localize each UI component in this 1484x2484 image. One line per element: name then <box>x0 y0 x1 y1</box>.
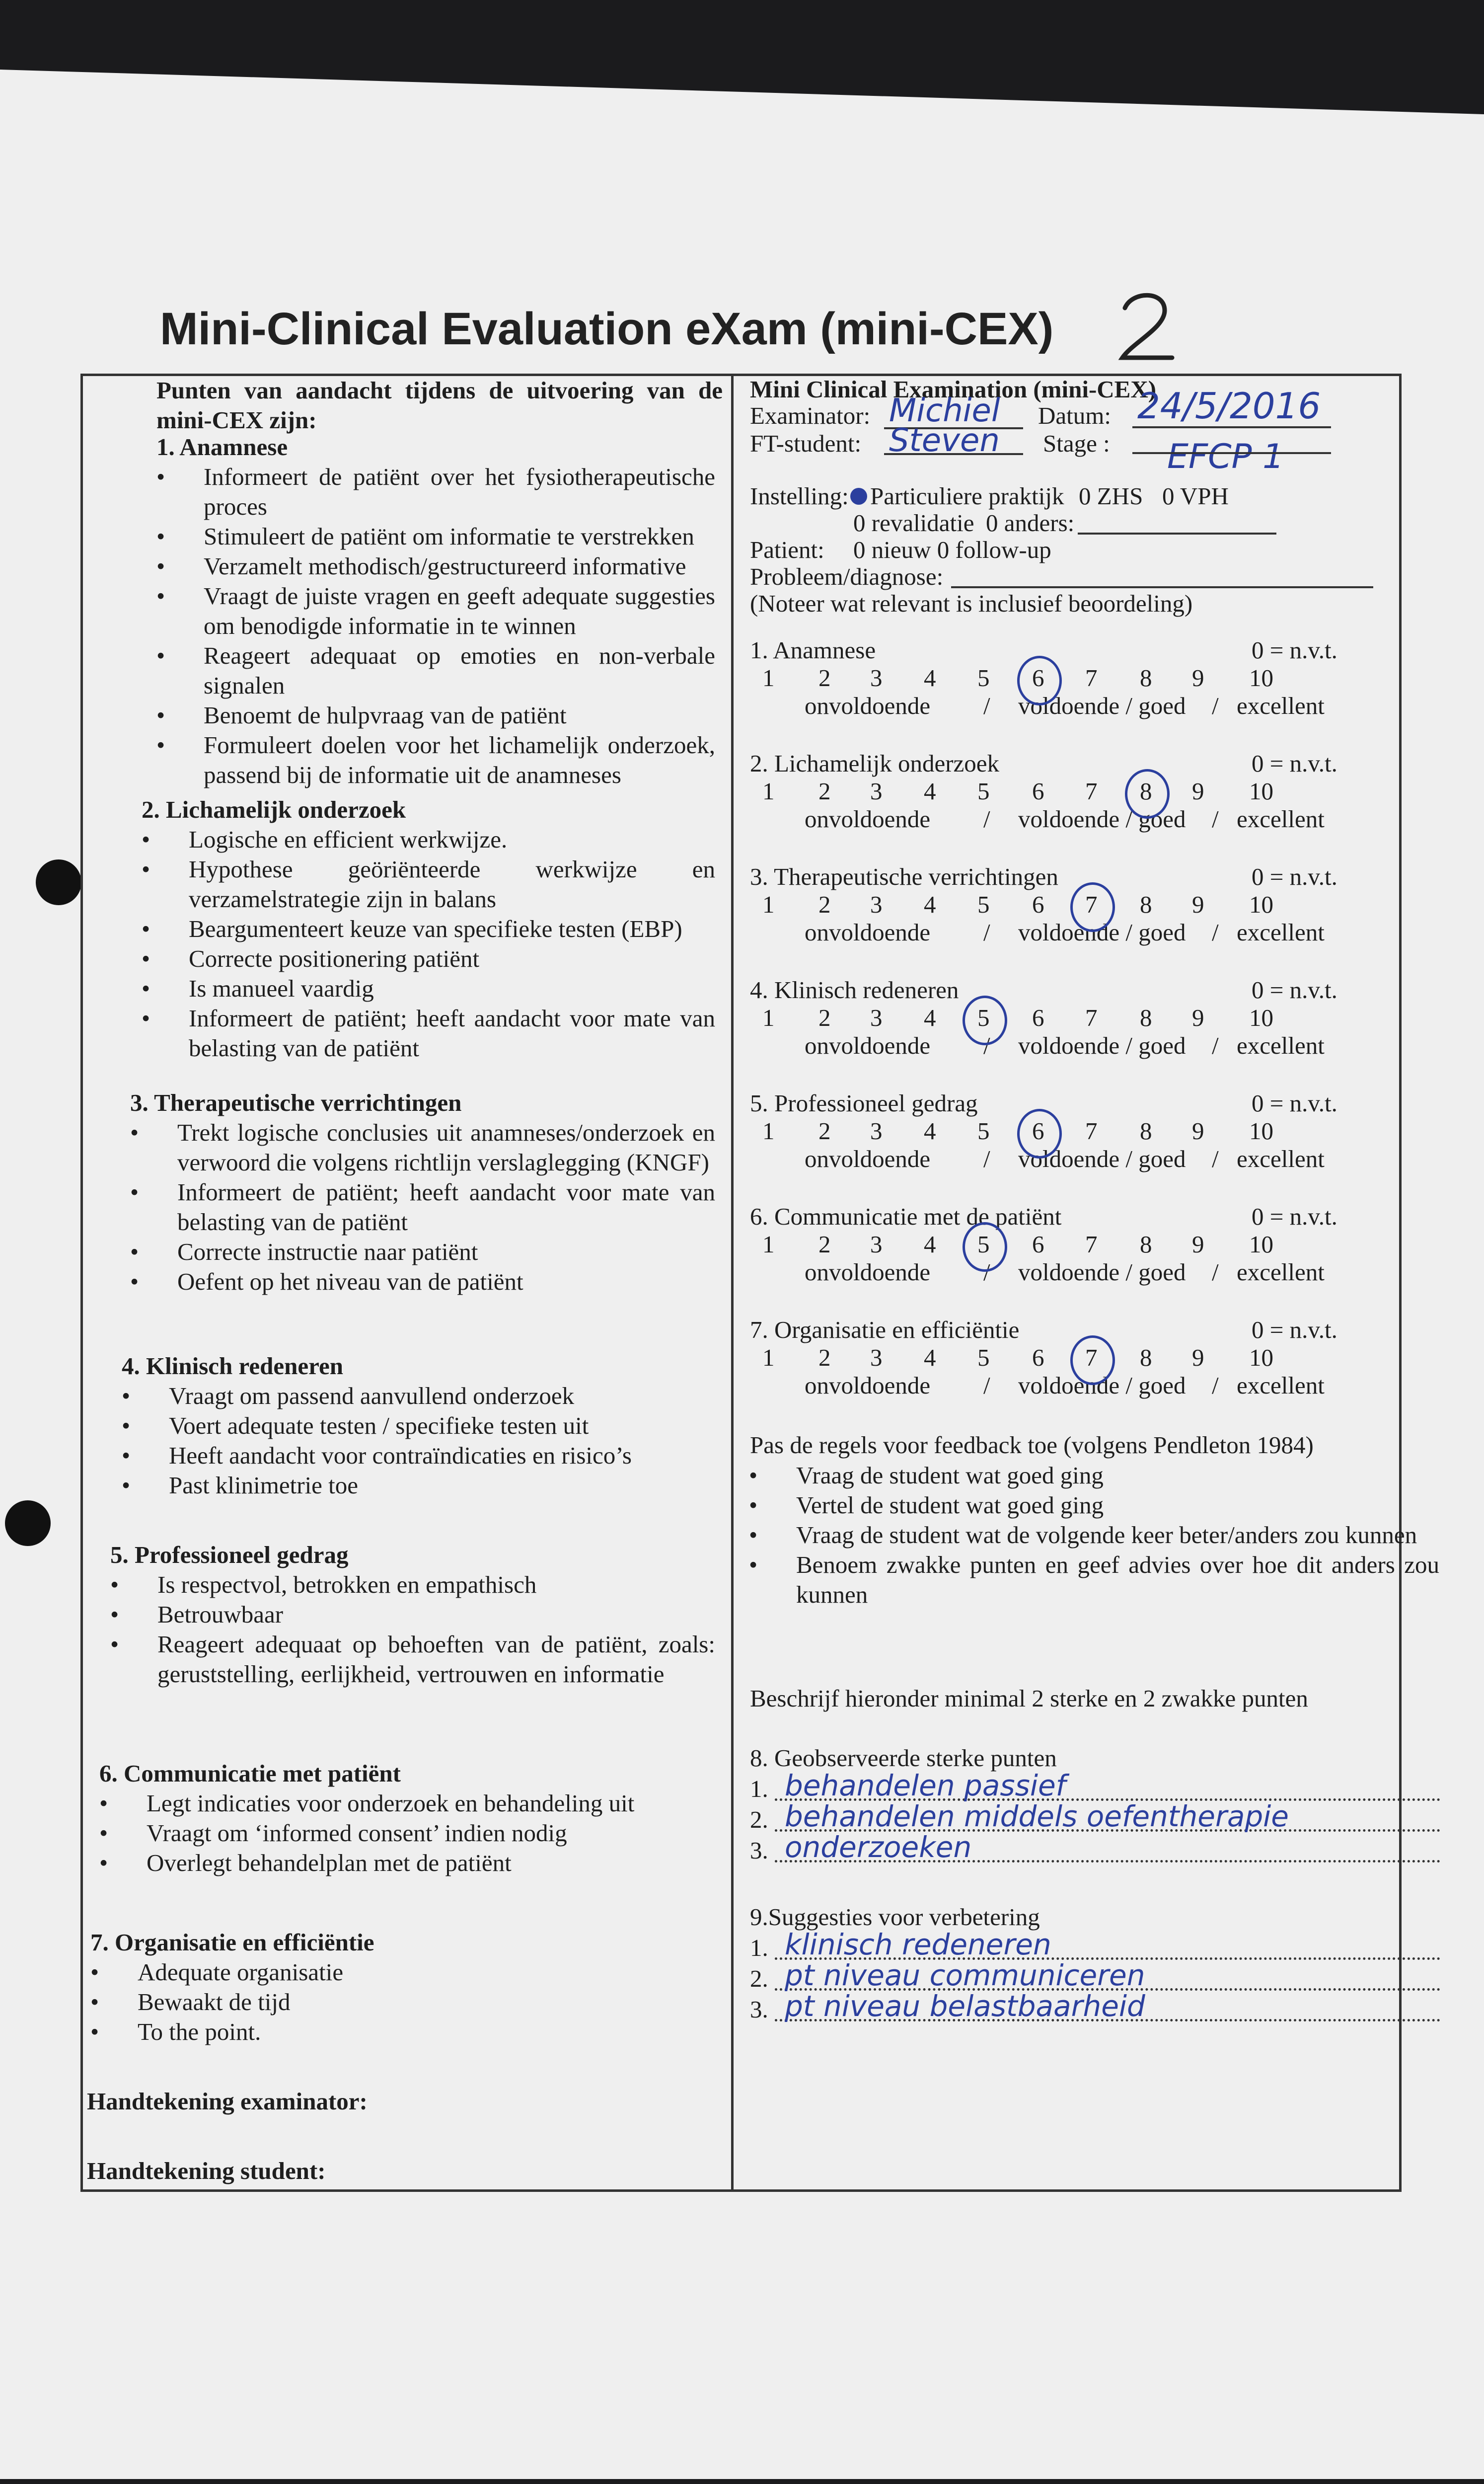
instelling-option-zhs: 0 ZHS <box>1079 482 1143 510</box>
scale-excellent: excellent <box>1237 1372 1325 1399</box>
patient-label: Patient: <box>750 536 824 563</box>
criteria-section <box>99 1759 715 1878</box>
datum-line <box>1132 426 1331 428</box>
scale-number: 6 <box>1032 1117 1044 1145</box>
scale-number: 8 <box>1140 891 1152 918</box>
suggestion-text: pt niveau belastbaarheid <box>785 1989 1145 2023</box>
scale-separator: / <box>1212 1032 1219 1059</box>
instelling-option-vph: 0 VPH <box>1162 482 1229 510</box>
feedback-item: • Vraag de student wat de volgende keer beter/anders zou kunnen <box>749 1520 1439 1550</box>
scale-voldoende-goed: voldoende / goed <box>1018 1032 1186 1059</box>
feedback-list <box>749 1461 1439 1610</box>
strong-point-text: behandelen middels oefentherapie <box>785 1799 1289 1833</box>
scale-number: 6 <box>1032 664 1044 692</box>
describe-instruction: Beschrijf hieronder minimal 2 sterke en 2 zwakke punten <box>750 1685 1308 1712</box>
scale-number: 1 <box>762 777 775 805</box>
scale-number: 2 <box>818 1231 831 1258</box>
instelling-option-revalidatie: 0 revalidatie <box>853 509 974 537</box>
scale-number: 8 <box>1140 1231 1152 1258</box>
scale-number: 1 <box>762 1231 775 1258</box>
criteria-item: • Hypothese geöriënteerde werkwijze en verzamelstrategie zijn in balans <box>142 854 715 914</box>
scale-number: 7 <box>1085 891 1098 918</box>
feedback-item: • Benoem zwakke punten en geef advies over hoe dit anders zou kunnen <box>749 1550 1439 1610</box>
rating-label: 5. Professioneel gedrag <box>750 1089 978 1117</box>
criteria-section <box>142 795 715 1063</box>
scale-separator: / <box>1212 1372 1219 1399</box>
score-circle <box>1070 1335 1115 1385</box>
score-circle <box>963 1222 1007 1272</box>
scale-number: 2 <box>818 1344 831 1371</box>
scale-number: 3 <box>870 891 883 918</box>
rating-label: 3. Therapeutische verrichtingen <box>750 863 1058 890</box>
suggestions-heading: 9.Suggesties voor verbetering <box>750 1903 1040 1931</box>
scale-number: 9 <box>1192 1344 1204 1371</box>
criteria-section <box>122 1351 715 1500</box>
instelling-option-particuliere: Particuliere praktijk <box>870 482 1064 510</box>
scale-separator: / <box>983 1032 990 1059</box>
noteer-note: (Noteer wat relevant is inclusief beoordeling) <box>750 590 1193 617</box>
handwritten-form-number <box>1117 288 1177 363</box>
student-line <box>884 453 1023 455</box>
scale-number: 9 <box>1192 1004 1204 1031</box>
feedback-item: • Vertel de student wat goed ging <box>749 1490 1439 1520</box>
scale-number: 8 <box>1140 777 1152 805</box>
scale-voldoende-goed: voldoende / goed <box>1018 692 1186 719</box>
scale-number: 3 <box>870 664 883 692</box>
scale-number: 4 <box>924 1004 936 1031</box>
scale-number: 4 <box>924 777 936 805</box>
scale-number: 4 <box>924 664 936 692</box>
scale-number: 3 <box>870 1117 883 1145</box>
scale-number: 2 <box>818 664 831 692</box>
examinator-value: Michiel <box>889 392 1000 429</box>
scale-onvoldoende: onvoldoende <box>805 919 931 946</box>
feedback-heading: Pas de regels voor feedback toe (volgens Pendleton 1984) <box>750 1431 1314 1459</box>
strong-point-text: onderzoeken <box>785 1830 972 1864</box>
rating-na-label: 0 = n.v.t. <box>1252 976 1337 1004</box>
scale-number: 10 <box>1249 1117 1273 1145</box>
criteria-item: • Voert adequate testen / specifieke testen uit <box>122 1411 715 1441</box>
criteria-item: • Betrouwbaar <box>110 1600 715 1630</box>
criteria-item: • To the point. <box>90 2017 715 2047</box>
scale-separator: / <box>983 1145 990 1172</box>
criteria-item: • Legt indicaties voor onderzoek en behandeling uit <box>99 1788 715 1818</box>
criteria-item: • Logische en efficient werkwijze. <box>142 825 715 854</box>
scale-voldoende-goed: voldoende / goed <box>1018 919 1186 946</box>
scale-number: 4 <box>924 1344 936 1371</box>
criteria-item: • Adequate organisatie <box>90 1957 715 1987</box>
scale-voldoende-goed: voldoende / goed <box>1018 1145 1186 1172</box>
scale-number: 3 <box>870 1004 883 1031</box>
criteria-item: • Reageert adequaat op emoties en non-verbale signalen <box>156 641 715 700</box>
stage-label: Stage : <box>1043 430 1110 457</box>
criteria-item: • Oefent op het niveau van de patiënt <box>130 1267 715 1297</box>
scale-number: 6 <box>1032 891 1044 918</box>
criteria-item: • Overlegt behandelplan met de patiënt <box>99 1848 715 1878</box>
scale-number: 9 <box>1192 891 1204 918</box>
criteria-item: • Is respectvol, betrokken en empathisch <box>110 1570 715 1600</box>
probleem-line <box>951 586 1373 588</box>
scale-separator: / <box>1212 1258 1219 1286</box>
column-divider <box>731 374 734 2192</box>
scale-onvoldoende: onvoldoende <box>805 1032 931 1059</box>
instelling-selected-mark <box>850 488 867 505</box>
scale-excellent: excellent <box>1237 1145 1325 1172</box>
criteria-item: • Vraagt de juiste vragen en geeft adequate suggesties om benodigde informatie in te winnen <box>156 581 715 641</box>
rating-na-label: 0 = n.v.t. <box>1252 1203 1337 1230</box>
scale-excellent: excellent <box>1237 805 1325 833</box>
scale-separator: / <box>983 919 990 946</box>
scale-number: 1 <box>762 1117 775 1145</box>
scale-number: 1 <box>762 1004 775 1031</box>
scale-number: 4 <box>924 891 936 918</box>
scale-number: 9 <box>1192 1117 1204 1145</box>
scale-number: 7 <box>1085 1344 1098 1371</box>
scale-onvoldoende: onvoldoende <box>805 805 931 833</box>
scale-number: 5 <box>977 664 990 692</box>
scale-number: 6 <box>1032 1344 1044 1371</box>
criteria-item: • Formuleert doelen voor het lichamelijk onderzoek, passend bij de informatie uit de anamneses <box>156 730 715 790</box>
scale-voldoende-goed: voldoende / goed <box>1018 1372 1186 1399</box>
student-label: FT-student: <box>750 430 862 457</box>
scale-number: 6 <box>1032 1231 1044 1258</box>
rating-label: 7. Organisatie en efficiëntie <box>750 1316 1020 1343</box>
criteria-item: • Beargumenteert keuze van specifieke testen (EBP) <box>142 914 715 944</box>
suggestion-text: pt niveau communiceren <box>785 1958 1145 1992</box>
strong-points-heading: 8. Geobserveerde sterke punten <box>750 1744 1057 1772</box>
instelling-option-anders: 0 anders: <box>986 509 1075 537</box>
scale-number: 1 <box>762 891 775 918</box>
criteria-section <box>156 432 715 790</box>
signature-examinator-label: Handtekening examinator: <box>87 2088 368 2115</box>
score-circle <box>963 996 1007 1045</box>
scale-number: 10 <box>1249 777 1273 805</box>
criteria-item: • Past klinimetrie toe <box>122 1471 715 1500</box>
datum-value: 24/5/2016 <box>1137 385 1321 427</box>
scale-onvoldoende: onvoldoende <box>805 1145 931 1172</box>
scale-number: 10 <box>1249 1231 1273 1258</box>
criteria-item: • Informeert de patiënt; heeft aandacht voor mate van belasting van de patiënt <box>142 1004 715 1063</box>
criteria-section <box>110 1540 715 1689</box>
criteria-item: • Benoemt de hulpvraag van de patiënt <box>156 700 715 730</box>
instelling-label: Instelling: <box>750 482 849 510</box>
scale-separator: / <box>983 1372 990 1399</box>
form-title: Mini-Clinical Evaluation eXam (mini-CEX) <box>160 304 1054 354</box>
criteria-item: • Is manueel vaardig <box>142 974 715 1004</box>
score-circle <box>1125 769 1170 819</box>
rating-label: 4. Klinisch redeneren <box>750 976 959 1004</box>
scale-number: 4 <box>924 1117 936 1145</box>
scale-number: 8 <box>1140 664 1152 692</box>
scale-number: 8 <box>1140 1117 1152 1145</box>
criteria-item: • Heeft aandacht voor contraïndicaties en risico’s <box>122 1441 715 1471</box>
strong-point-number: 3. <box>750 1837 768 1864</box>
scale-number: 10 <box>1249 1344 1273 1371</box>
criteria-heading: 7. Organisatie en efficiëntie <box>90 1929 374 1956</box>
criteria-section <box>130 1088 715 1297</box>
scale-number: 3 <box>870 1344 883 1371</box>
stage-value: EFCP 1 <box>1167 437 1284 476</box>
suggestion-number: 2. <box>750 1965 768 1992</box>
datum-label: Datum: <box>1038 402 1111 429</box>
right-heading: Mini Clinical Examination (mini-CEX) <box>750 376 1157 403</box>
criteria-item: • Informeert de patiënt over het fysiotherapeutische proces <box>156 462 715 522</box>
punch-hole-top <box>36 859 81 905</box>
criteria-heading: 6. Communicatie met patiënt <box>99 1760 401 1787</box>
scale-number: 6 <box>1032 777 1044 805</box>
scale-number: 8 <box>1140 1344 1152 1371</box>
scale-number: 8 <box>1140 1004 1152 1031</box>
criteria-item: • Correcte positionering patiënt <box>142 944 715 974</box>
criteria-item: • Reageert adequaat op behoeften van de patiënt, zoals: geruststelling, eerlijkheid, vertrouwen en informatie <box>110 1630 715 1689</box>
scale-separator: / <box>983 1258 990 1286</box>
scale-number: 9 <box>1192 1231 1204 1258</box>
rating-na-label: 0 = n.v.t. <box>1252 863 1337 890</box>
scale-excellent: excellent <box>1237 919 1325 946</box>
scale-number: 2 <box>818 1117 831 1145</box>
strong-point-text: behandelen passief <box>785 1769 1066 1802</box>
scale-separator: / <box>1212 805 1219 833</box>
scale-number: 1 <box>762 1344 775 1371</box>
scale-number: 9 <box>1192 777 1204 805</box>
criteria-heading: 5. Professioneel gedrag <box>110 1541 349 1568</box>
scale-number: 6 <box>1032 1004 1044 1031</box>
scale-number: 9 <box>1192 664 1204 692</box>
scale-number: 5 <box>977 1231 990 1258</box>
scale-onvoldoende: onvoldoende <box>805 1372 931 1399</box>
scale-number: 5 <box>977 1117 990 1145</box>
stage-line <box>1132 452 1331 454</box>
criteria-heading: 2. Lichamelijk onderzoek <box>142 796 406 823</box>
scale-number: 7 <box>1085 664 1098 692</box>
scale-number: 5 <box>977 1004 990 1031</box>
criteria-heading: 1. Anamnese <box>156 433 288 461</box>
patient-options: 0 nieuw 0 follow-up <box>853 536 1051 563</box>
scale-number: 10 <box>1249 1004 1273 1031</box>
criteria-item: • Informeert de patiënt; heeft aandacht voor mate van belasting van de patiënt <box>130 1177 715 1237</box>
feedback-item: • Vraag de student wat goed ging <box>749 1461 1439 1490</box>
scale-number: 1 <box>762 664 775 692</box>
criteria-item: • Verzamelt methodisch/gestructureerd informative <box>156 551 715 581</box>
scale-excellent: excellent <box>1237 1258 1325 1286</box>
scale-onvoldoende: onvoldoende <box>805 692 931 719</box>
criteria-item: • Correcte instructie naar patiënt <box>130 1237 715 1267</box>
strong-point-number: 2. <box>750 1806 768 1833</box>
criteria-item: • Stimuleert de patiënt om informatie te verstrekken <box>156 522 715 551</box>
scale-number: 2 <box>818 891 831 918</box>
scale-onvoldoende: onvoldoende <box>805 1258 931 1286</box>
scale-number: 3 <box>870 1231 883 1258</box>
student-value: Steven <box>889 422 1000 459</box>
scale-number: 5 <box>977 1344 990 1371</box>
criteria-item: • Bewaakt de tijd <box>90 1987 715 2017</box>
criteria-item: • Trekt logische conclusies uit anamneses/onderzoek en verwoord die volgens richtlijn verslaglegging (KNGF) <box>130 1118 715 1177</box>
criteria-section <box>90 1928 715 2047</box>
scale-number: 2 <box>818 777 831 805</box>
scale-separator: / <box>1212 919 1219 946</box>
scale-separator: / <box>1212 692 1219 719</box>
scale-voldoende-goed: voldoende / goed <box>1018 805 1186 833</box>
rating-na-label: 0 = n.v.t. <box>1252 636 1337 664</box>
suggestion-number: 3. <box>750 1996 768 2023</box>
probleem-label: Probleem/diagnose: <box>750 563 944 590</box>
suggestion-number: 1. <box>750 1934 768 1961</box>
scale-number: 7 <box>1085 1231 1098 1258</box>
anders-line <box>1078 533 1276 535</box>
score-circle <box>1070 882 1115 932</box>
scale-separator: / <box>1212 1145 1219 1172</box>
scale-number: 5 <box>977 891 990 918</box>
scale-separator: / <box>983 805 990 833</box>
criteria-item: • Vraagt om passend aanvullend onderzoek <box>122 1381 715 1411</box>
scale-voldoende-goed: voldoende / goed <box>1018 1258 1186 1286</box>
scale-number: 10 <box>1249 891 1273 918</box>
criteria-heading: 3. Therapeutische verrichtingen <box>130 1089 462 1116</box>
punch-hole-bottom <box>5 1500 51 1546</box>
scale-number: 4 <box>924 1231 936 1258</box>
suggestion-text: klinisch redeneren <box>785 1928 1051 1961</box>
scale-number: 7 <box>1085 777 1098 805</box>
criteria-heading: 4. Klinisch redeneren <box>122 1352 344 1380</box>
scale-number: 2 <box>818 1004 831 1031</box>
score-circle <box>1017 1109 1062 1159</box>
signature-student-label: Handtekening student: <box>87 2157 326 2184</box>
scale-number: 7 <box>1085 1004 1098 1031</box>
intro-heading: Punten van aandacht tijdens de uitvoering van de mini-CEX zijn: <box>156 377 723 434</box>
rating-label: 2. Lichamelijk onderzoek <box>750 750 1000 777</box>
strong-point-number: 1. <box>750 1775 768 1802</box>
rating-label: 6. Communicatie met de patiënt <box>750 1203 1062 1230</box>
scale-number: 10 <box>1249 664 1273 692</box>
rating-na-label: 0 = n.v.t. <box>1252 1316 1337 1343</box>
rating-label: 1. Anamnese <box>750 636 876 664</box>
rating-na-label: 0 = n.v.t. <box>1252 1089 1337 1117</box>
scale-separator: / <box>983 692 990 719</box>
scale-excellent: excellent <box>1237 1032 1325 1059</box>
scale-number: 3 <box>870 777 883 805</box>
scale-number: 5 <box>977 777 990 805</box>
scale-excellent: excellent <box>1237 692 1325 719</box>
criteria-item: • Vraagt om ‘informed consent’ indien nodig <box>99 1818 715 1848</box>
rating-na-label: 0 = n.v.t. <box>1252 750 1337 777</box>
scale-number: 7 <box>1085 1117 1098 1145</box>
score-circle <box>1017 656 1062 705</box>
examinator-label: Examinator: <box>750 402 871 429</box>
